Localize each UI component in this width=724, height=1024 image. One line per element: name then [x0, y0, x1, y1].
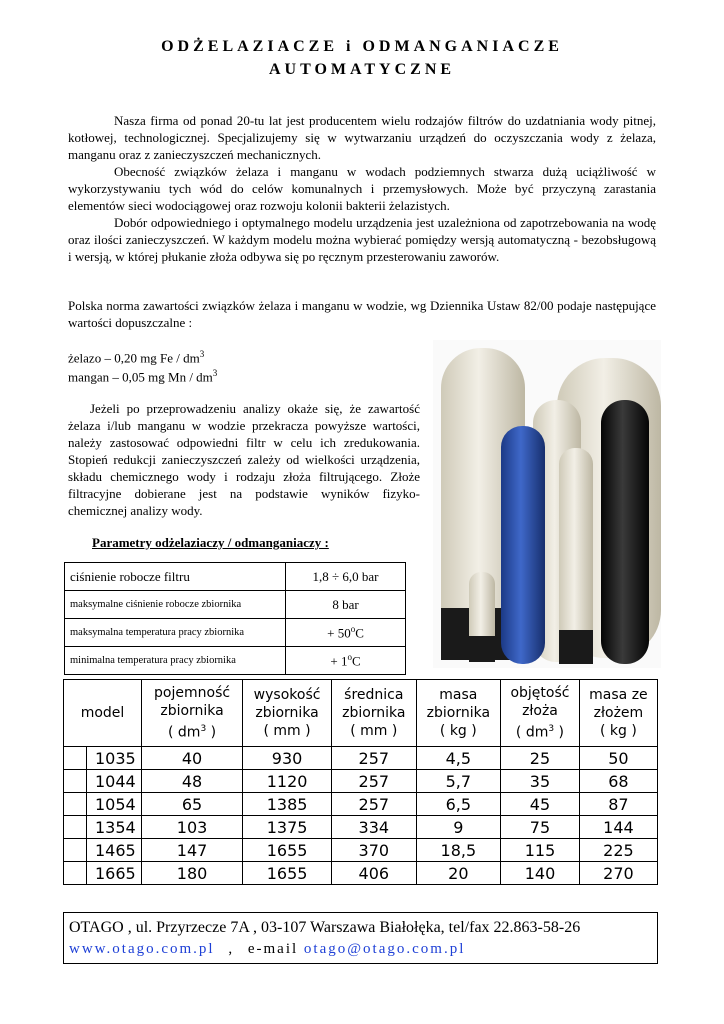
cell-bed-volume: 35 [501, 770, 580, 793]
table-row [64, 816, 658, 839]
tank-base-tiny [469, 636, 495, 662]
cell-diameter: 406 [332, 862, 417, 885]
analysis-paragraph: Jeżeli po przeprowadzeniu analizy okaże się, że zawartość żelaza i/lub manganu w wodzie przekracza powyższe wartości, należy zastosować odpowiedni filtr w celu ich zredukowania. Stopień redukcji zanieczyszczeń zależy od wielkości urządzenia, składu chemicznego wody i rodzaju złoża filtrującego. Złoże filtracyjne dobierane jest na podstawie wyników fizyko-chemicznej analizy wody. [68, 401, 420, 518]
email-label: e-mail [247, 941, 299, 957]
header-line: złożem [593, 705, 644, 721]
header-line: zbiornika [342, 705, 406, 721]
tank-blue [501, 426, 545, 664]
norm-manganese-exp: 3 [212, 368, 218, 378]
header-line: masa [439, 687, 478, 703]
norm-manganese [68, 365, 217, 385]
cell-mass-with-bed: 68 [579, 770, 657, 793]
params-row [65, 591, 406, 619]
params-value: 1,8 ÷ 6,0 bar [286, 563, 406, 591]
header-exp: 3 [200, 724, 207, 735]
tank-base-small [559, 630, 593, 664]
contact-address: OTAGO , ul. Przyrzecze 7A , 03-107 Warszawa Białołęka, tel/fax 22.863-58-26 [69, 919, 581, 936]
header-line: ) [206, 724, 217, 741]
row-gap-cell [64, 839, 87, 862]
params-value-num: + 50 [327, 625, 351, 641]
header-line: objętość [510, 685, 570, 702]
cell-diameter: 257 [332, 793, 417, 816]
header-mass-with-bed [579, 680, 657, 747]
params-label: maksymalne ciśnienie robocze zbiornika [65, 591, 286, 619]
header-height [243, 680, 332, 747]
header-line: zbiornika [160, 703, 224, 720]
page-title: ODŻELAZIACZE i ODMANGANIACZE [161, 38, 563, 55]
cell-mass: 6,5 [416, 793, 501, 816]
cell-mass-with-bed: 144 [579, 816, 657, 839]
header-line: ( mm ) [263, 723, 311, 739]
cell-bed-volume: 45 [501, 793, 580, 816]
norm-paragraph: Polska norma zawartości związków żelaza i manganu w wodzie, wg Dziennika Ustaw 82/00 podaje następujące wartości dopuszczalne : [68, 298, 656, 330]
header-mass [416, 680, 501, 747]
params-value [286, 619, 406, 647]
row-gap-cell [64, 862, 87, 885]
filter-tanks-image [433, 340, 661, 668]
cell-model-number: 1665 [87, 862, 142, 885]
intro-paragraph-2: Obecność związków żelaza i manganu w wodach podziemnych stwarza dużą uciążliwość w wykorzystywaniu tych wód do celów komunalnych i przemysłowych. Może być przyczyną zarastania elementów sieci wodociągowej oraz rozwoju kolonii bakterii żelazistych. [68, 164, 656, 213]
norm-iron-text: żelazo – 0,20 mg Fe / dm [68, 350, 200, 366]
row-gap-cell [64, 816, 87, 839]
cell-capacity: 180 [142, 862, 243, 885]
params-value-unit: C [355, 625, 364, 641]
params-label: minimalna temperatura pracy zbiornika [65, 647, 286, 675]
norm-manganese-text: mangan – 0,05 mg Mn / dm [68, 369, 213, 385]
cell-mass: 18,5 [416, 839, 501, 862]
degree-sign: o [350, 623, 356, 634]
norm-iron [68, 346, 204, 366]
table-row [64, 770, 658, 793]
header-line: pojemność [154, 685, 231, 702]
intro-section [68, 112, 656, 265]
cell-mass: 5,7 [416, 770, 501, 793]
params-value [286, 647, 406, 675]
cell-capacity: 65 [142, 793, 243, 816]
header-exp: 3 [548, 724, 555, 735]
cell-mass: 20 [416, 862, 501, 885]
website-link[interactable]: www.otago.com.pl [69, 941, 215, 957]
row-gap-cell [64, 770, 87, 793]
cell-mass-with-bed: 225 [579, 839, 657, 862]
cell-height: 1655 [243, 839, 332, 862]
table-row [64, 747, 658, 770]
cell-diameter: 257 [332, 770, 417, 793]
params-row [65, 619, 406, 647]
cell-model-number: 1044 [87, 770, 142, 793]
params-value-unit: C [351, 653, 361, 669]
table-row [64, 793, 658, 816]
tank-black [601, 400, 649, 664]
header-capacity [142, 680, 243, 747]
header-bed-volume [501, 680, 580, 747]
cell-capacity: 48 [142, 770, 243, 793]
table-row [64, 839, 658, 862]
cell-height: 1385 [243, 793, 332, 816]
params-table [64, 562, 406, 675]
params-title: Parametry odżelaziaczy / odmanganiaczy : [92, 535, 329, 550]
params-value: 8 bar [286, 591, 406, 619]
models-body [64, 747, 658, 885]
header-line: masa ze [589, 687, 648, 703]
cell-diameter: 370 [332, 839, 417, 862]
email-link[interactable]: otago@otago.com.pl [303, 941, 466, 957]
row-gap-cell [64, 793, 87, 816]
table-row [64, 862, 658, 885]
params-value-num: + 1 [330, 653, 348, 669]
contact-links [69, 941, 465, 958]
cell-model-number: 1054 [87, 793, 142, 816]
cell-bed-volume: 140 [501, 862, 580, 885]
contact-separator: , [228, 941, 235, 957]
cell-bed-volume: 25 [501, 747, 580, 770]
cell-height: 1655 [243, 862, 332, 885]
cell-height: 930 [243, 747, 332, 770]
header-line: ( dm [515, 724, 549, 741]
header-line: ( mm ) [350, 723, 398, 739]
cell-mass: 9 [416, 816, 501, 839]
header-diameter [332, 680, 417, 747]
norm-iron-exp: 3 [199, 349, 205, 359]
filter-tanks-photo [433, 340, 661, 668]
cell-diameter: 334 [332, 816, 417, 839]
params-label: maksymalna temperatura pracy zbiornika [65, 619, 286, 647]
params-label: ciśnienie robocze filtru [65, 563, 286, 591]
degree-sign: o [347, 651, 352, 662]
cell-model-number: 1354 [87, 816, 142, 839]
cell-mass-with-bed: 87 [579, 793, 657, 816]
cell-height: 1375 [243, 816, 332, 839]
contact-box [63, 912, 658, 964]
header-model: model [64, 680, 142, 747]
cell-diameter: 257 [332, 747, 417, 770]
header-line: ( kg ) [600, 723, 637, 739]
header-line: zbiornika [255, 705, 319, 721]
header-line: wysokość [253, 687, 321, 703]
params-row [65, 647, 406, 675]
intro-paragraph-1: Nasza firma od ponad 20-tu lat jest producentem wielu rodzajów filtrów do uzdatniania wody pitnej, kotłowej, technologicznej. Specjalizujemy się w wytwarzaniu urządzeń do oczyszczania wody z żelaza, manganu oraz z zanieczyszczeń mechanicznych. [68, 113, 656, 162]
cell-mass: 4,5 [416, 747, 501, 770]
cell-height: 1120 [243, 770, 332, 793]
header-line: ) [554, 724, 565, 741]
header-line: średnica [344, 687, 404, 703]
cell-capacity: 40 [142, 747, 243, 770]
cell-bed-volume: 115 [501, 839, 580, 862]
models-header-row [64, 680, 658, 747]
cell-mass-with-bed: 270 [579, 862, 657, 885]
page-title-line2: AUTOMATYCZNE [268, 61, 456, 78]
header-line: złoża [522, 703, 558, 720]
models-table [63, 679, 658, 885]
cell-model-number: 1465 [87, 839, 142, 862]
cell-capacity: 103 [142, 816, 243, 839]
row-gap-cell [64, 747, 87, 770]
cell-capacity: 147 [142, 839, 243, 862]
intro-paragraph-3: Dobór odpowiedniego i optymalnego modelu urządzenia jest uzależniona od zapotrzebowania na wodę oraz ilości zanieczyszczeń. W każdym modelu można wybierać pomiędzy wersją automatyczną - bezobsługową i wersją, w której płukanie złoża odbywa się po ręcznym przesterowaniu zaworów. [68, 215, 656, 264]
header-line: ( dm [168, 724, 201, 741]
header-line: zbiornika [426, 705, 491, 721]
cell-mass-with-bed: 50 [579, 747, 657, 770]
header-line: ( kg ) [439, 723, 477, 739]
cell-bed-volume: 75 [501, 816, 580, 839]
cell-model-number: 1035 [87, 747, 142, 770]
params-row [65, 563, 406, 591]
